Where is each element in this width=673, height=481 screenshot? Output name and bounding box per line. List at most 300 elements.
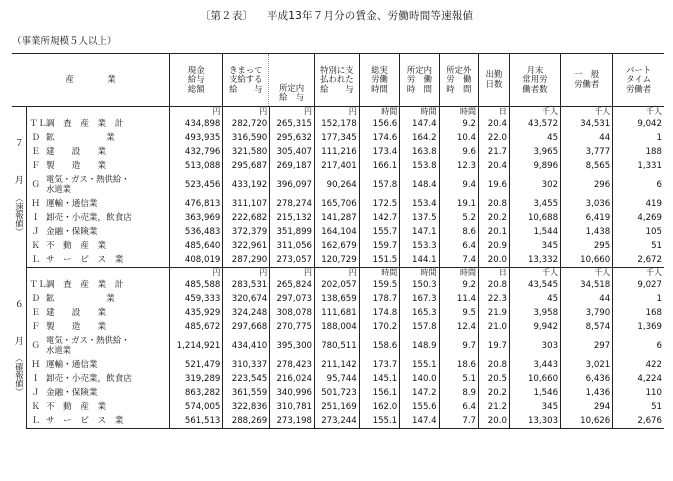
value-days: 21.2	[479, 400, 510, 414]
value-oh: 9.2	[439, 278, 478, 292]
header-total-hours	[359, 54, 399, 107]
unit-label: 時間	[400, 268, 439, 279]
value-sh: 147.1	[400, 225, 439, 239]
value-gen: 10,660	[561, 253, 613, 268]
industry-code: Ｄ	[31, 293, 40, 304]
header-line: 一 般	[574, 69, 600, 80]
unit-label: 時間	[400, 107, 439, 118]
value-gen: 295	[561, 239, 613, 253]
header-line: タイム	[626, 74, 652, 85]
value-days: 20.9	[479, 239, 510, 253]
value-days: 20.8	[479, 197, 510, 211]
value-special: 111,681	[315, 306, 360, 320]
value-days: 22.3	[479, 292, 510, 306]
value-special: 95,744	[315, 372, 360, 386]
value-th: 166.1	[359, 159, 399, 173]
value-sh: 155.1	[400, 358, 439, 372]
value-oh: 5.2	[439, 211, 478, 225]
table-row	[12, 306, 664, 320]
value-fixed: 283,531	[223, 278, 270, 292]
header-line: 総額	[187, 83, 205, 94]
header-line: 給 与	[279, 92, 305, 103]
value-oh: 7.7	[439, 414, 478, 429]
value-th: 159.5	[359, 278, 399, 292]
unit-label: 円	[315, 107, 360, 118]
header-line: 所定内	[406, 64, 432, 75]
month-suffix: 月	[14, 337, 24, 348]
value-total: 536,483	[170, 225, 223, 239]
value-sh: 165.3	[400, 306, 439, 320]
industry-code: Ｊ	[31, 387, 40, 398]
header-scheduled-hours	[400, 54, 439, 107]
month-cell	[12, 268, 27, 429]
value-fixed: 322,961	[223, 239, 270, 253]
header-industry: 産 業	[12, 54, 170, 107]
value-sched: 278,423	[270, 358, 315, 372]
header-line: 労働者	[626, 83, 652, 94]
value-fixed: 361,559	[223, 386, 270, 400]
value-total: 513,088	[170, 159, 223, 173]
value-fixed: 287,290	[223, 253, 270, 268]
value-part: 2,672	[613, 253, 664, 268]
value-gen: 3,036	[561, 197, 613, 211]
value-special: 165,706	[315, 197, 360, 211]
unit-row	[12, 107, 664, 118]
value-sh: 157.8	[400, 320, 439, 334]
value-days: 20.4	[479, 159, 510, 173]
value-sched: 395,300	[270, 334, 315, 358]
header-line: 日数	[485, 79, 503, 89]
industry-name-cell	[44, 278, 170, 292]
industry-code: Ｋ	[31, 401, 40, 412]
value-emp: 345	[509, 239, 560, 253]
value-emp: 10,660	[509, 372, 560, 386]
value-oh: 10.4	[439, 131, 478, 145]
header-line: 所定外	[446, 64, 472, 75]
header-line: 給 与	[320, 83, 354, 94]
table-row	[12, 400, 664, 414]
value-oh: 12.3	[439, 159, 478, 173]
industry-code: Ｉ	[31, 373, 40, 384]
industry-name-cell	[44, 400, 170, 414]
value-days: 20.8	[479, 358, 510, 372]
value-sh: 164.2	[400, 131, 439, 145]
industry-name: 金融・保険業	[45, 226, 98, 237]
value-gen: 8,574	[561, 320, 613, 334]
value-gen: 297	[561, 334, 613, 358]
industry-name-line2: 水道業	[45, 184, 72, 194]
month-number: ６	[14, 299, 24, 310]
unit-label: 円	[170, 107, 223, 118]
block-june	[12, 268, 664, 429]
industry-code: Ｅ	[31, 146, 40, 157]
value-sched: 297,073	[270, 292, 315, 306]
value-total: 561,513	[170, 414, 223, 429]
header-line: 所定内	[279, 82, 305, 93]
scope-note: （事業所規模５人以上）	[12, 36, 117, 47]
value-total: 363,969	[170, 211, 223, 225]
table-row	[12, 145, 664, 159]
value-oh: 6.4	[439, 239, 478, 253]
value-special: 120,729	[315, 253, 360, 268]
value-gen: 10,626	[561, 414, 613, 429]
value-oh: 8.6	[439, 225, 478, 239]
table-row	[12, 131, 664, 145]
industry-code: Ｉ	[31, 212, 40, 223]
industry-name: サ ー ビ ス 業	[45, 415, 124, 426]
industry-name: 建 設 業	[45, 146, 107, 157]
value-sched: 396,097	[270, 173, 315, 197]
value-sh: 155.6	[400, 400, 439, 414]
industry-code: Ｄ	[31, 132, 40, 143]
value-oh: 9.6	[439, 145, 478, 159]
industry-name: 不 動 産 業	[45, 240, 107, 251]
value-total: 319,289	[170, 372, 223, 386]
industry-name: 卸売・小売業，飲食店	[45, 212, 132, 223]
value-gen: 34,531	[561, 117, 613, 131]
table-label: 〔第２表〕	[199, 10, 254, 22]
value-th: 151.5	[359, 253, 399, 268]
value-emp: 3,965	[509, 145, 560, 159]
value-fixed: 288,269	[223, 414, 270, 429]
value-part: 188	[613, 145, 664, 159]
industry-name-line2: 水道業	[45, 345, 72, 355]
value-oh: 12.4	[439, 320, 478, 334]
value-sh: 167.3	[400, 292, 439, 306]
value-days: 20.1	[479, 225, 510, 239]
table-row	[12, 334, 664, 358]
value-total: 485,588	[170, 278, 223, 292]
value-part: 1	[613, 131, 664, 145]
wage-table	[12, 53, 664, 429]
value-sched: 308,078	[270, 306, 315, 320]
value-part: 51	[613, 239, 664, 253]
industry-name-cell	[44, 414, 170, 429]
value-oh: 9.7	[439, 334, 478, 358]
value-sched: 311,056	[270, 239, 315, 253]
value-special: 152,178	[315, 117, 360, 131]
value-th: 156.1	[359, 386, 399, 400]
value-days: 20.2	[479, 211, 510, 225]
industry-code: Ｈ	[31, 359, 40, 370]
value-emp: 45	[509, 292, 560, 306]
header-total-pay	[170, 54, 223, 107]
industry-name: 製 造 業	[45, 321, 107, 332]
value-gen: 296	[561, 173, 613, 197]
industry-name-cell	[44, 239, 170, 253]
unit-label: 千人	[509, 107, 560, 118]
header-line: 払われた	[320, 74, 354, 85]
value-part: 4,224	[613, 372, 664, 386]
value-special: 780,511	[315, 334, 360, 358]
header-line: 労働者	[574, 79, 600, 89]
industry-name: 運輸・通信業	[45, 198, 98, 209]
table-title	[0, 8, 673, 23]
unit-row	[12, 268, 664, 279]
value-gen: 294	[561, 400, 613, 414]
month-cell	[12, 107, 27, 268]
value-th: 173.4	[359, 145, 399, 159]
value-emp: 303	[509, 334, 560, 358]
table-row	[12, 372, 664, 386]
industry-name-cell	[44, 117, 170, 131]
table-row	[12, 358, 664, 372]
value-oh: 11.4	[439, 292, 478, 306]
value-fixed: 321,580	[223, 145, 270, 159]
value-part: 1,331	[613, 159, 664, 173]
table-row	[12, 292, 664, 306]
industry-code: Ｋ	[31, 240, 40, 251]
value-oh: 9.5	[439, 306, 478, 320]
value-emp: 43,572	[509, 117, 560, 131]
value-sched: 278,274	[270, 197, 315, 211]
industry-code: Ｌ	[27, 414, 44, 429]
header-line: 労 働	[406, 74, 432, 85]
value-emp: 9,896	[509, 159, 560, 173]
value-total: 408,019	[170, 253, 223, 268]
value-part: 419	[613, 197, 664, 211]
unit-label: 日	[479, 268, 510, 279]
value-oh: 9.4	[439, 173, 478, 197]
header-days	[479, 54, 510, 107]
value-part: 51	[613, 400, 664, 414]
industry-name: 不 動 産 業	[45, 401, 107, 412]
header-line: 特別に支	[320, 64, 354, 75]
value-special: 111,216	[315, 145, 360, 159]
value-emp: 13,332	[509, 253, 560, 268]
industry-code: Ｇ	[31, 340, 40, 351]
value-special: 251,169	[315, 400, 360, 414]
header-line: 給 与	[229, 83, 263, 94]
table-row	[12, 386, 664, 400]
value-th: 170.2	[359, 320, 399, 334]
value-days: 21.0	[479, 320, 510, 334]
header-row	[12, 54, 664, 107]
industry-code: Ｆ	[31, 321, 40, 332]
value-fixed: 222,682	[223, 211, 270, 225]
value-total: 1,214,921	[170, 334, 223, 358]
value-total: 435,929	[170, 306, 223, 320]
industry-name: 鉱 業	[45, 293, 115, 304]
value-gen: 44	[561, 292, 613, 306]
value-emp: 9,942	[509, 320, 560, 334]
unit-label: 円	[170, 268, 223, 279]
value-sched: 215,132	[270, 211, 315, 225]
header-line: 時 間	[446, 83, 472, 94]
value-gen: 3,777	[561, 145, 613, 159]
header-line: 労働	[371, 74, 388, 85]
value-sh: 140.0	[400, 372, 439, 386]
value-gen: 3,790	[561, 306, 613, 320]
value-total: 863,282	[170, 386, 223, 400]
unit-label: 千人	[561, 268, 613, 279]
value-th: 178.7	[359, 292, 399, 306]
industry-name: 製 造 業	[45, 160, 107, 171]
table-row	[12, 239, 664, 253]
table-row	[12, 225, 664, 239]
industry-name-cell	[44, 253, 170, 268]
value-part: 1,369	[613, 320, 664, 334]
value-total: 493,935	[170, 131, 223, 145]
value-fixed: 433,192	[223, 173, 270, 197]
value-days: 19.7	[479, 334, 510, 358]
value-sh: 148.9	[400, 334, 439, 358]
value-gen: 1,436	[561, 386, 613, 400]
value-days: 20.0	[479, 414, 510, 429]
value-special: 141,287	[315, 211, 360, 225]
unit-label: 千人	[613, 268, 664, 279]
unit-label: 時間	[359, 268, 399, 279]
header-line: 出勤	[485, 69, 503, 80]
value-gen: 34,518	[561, 278, 613, 292]
industry-name-cell	[44, 225, 170, 239]
value-sh: 148.4	[400, 173, 439, 197]
value-part: 2,676	[613, 414, 664, 429]
industry-name-cell	[44, 131, 170, 145]
value-emp: 1,544	[509, 225, 560, 239]
industry-name: 建 設 業	[45, 307, 107, 318]
unit-label: 円	[270, 268, 315, 279]
table-row	[12, 414, 664, 429]
value-days: 20.4	[479, 117, 510, 131]
month-number: ７	[14, 139, 24, 150]
industry-code: Ｇ	[31, 179, 40, 190]
value-oh: 5.1	[439, 372, 478, 386]
industry-name-cell	[44, 386, 170, 400]
value-emp: 3,455	[509, 197, 560, 211]
unit-label: 円	[315, 268, 360, 279]
value-sched: 310,781	[270, 400, 315, 414]
value-fixed: 311,107	[223, 197, 270, 211]
value-special: 177,345	[315, 131, 360, 145]
header-special-pay	[315, 54, 360, 107]
industry-name-cell	[44, 292, 170, 306]
value-special: 90,264	[315, 173, 360, 197]
industry-name: 卸売・小売業，飲食店	[45, 373, 132, 384]
industry-name: 電気・ガス・熱供給・	[45, 335, 130, 346]
table-row	[12, 278, 664, 292]
unit-label: 円	[223, 107, 270, 118]
value-th: 155.7	[359, 225, 399, 239]
value-special: 162,679	[315, 239, 360, 253]
header-scheduled-pay	[268, 54, 314, 106]
value-days: 19.6	[479, 173, 510, 197]
value-total: 476,813	[170, 197, 223, 211]
value-gen: 1,438	[561, 225, 613, 239]
industry-name-cell	[44, 320, 170, 334]
value-fixed: 223,545	[223, 372, 270, 386]
value-th: 172.5	[359, 197, 399, 211]
value-part: 9,042	[613, 117, 664, 131]
industry-name-cell	[44, 197, 170, 211]
status-label: （確報値）	[14, 354, 25, 397]
value-oh: 19.1	[439, 197, 478, 211]
value-sh: 153.3	[400, 239, 439, 253]
header-line: 総実	[371, 64, 388, 75]
value-emp: 345	[509, 400, 560, 414]
value-sh: 163.8	[400, 145, 439, 159]
header-line: 働者数	[522, 83, 548, 94]
value-days: 20.8	[479, 278, 510, 292]
value-part: 105	[613, 225, 664, 239]
value-sched: 351,899	[270, 225, 315, 239]
value-th: 156.6	[359, 117, 399, 131]
value-sh: 147.4	[400, 117, 439, 131]
value-gen: 6,419	[561, 211, 613, 225]
industry-name: サ ー ビ ス 業	[45, 254, 124, 265]
value-part: 9,027	[613, 278, 664, 292]
unit-label: 千人	[509, 268, 560, 279]
industry-name-cell	[44, 145, 170, 159]
table-title-text: 平成13年７月分の賃金、労働時間等速報値	[266, 10, 474, 22]
value-sh: 153.8	[400, 159, 439, 173]
value-fixed: 295,687	[223, 159, 270, 173]
industry-name: 鉱 業	[45, 132, 115, 143]
header-general	[561, 54, 613, 107]
industry-code: Ｅ	[31, 307, 40, 318]
month-suffix: 月	[14, 176, 24, 187]
header-line: 支給する	[229, 74, 263, 85]
value-sched: 269,187	[270, 159, 315, 173]
value-special: 202,057	[315, 278, 360, 292]
unit-label: 円	[270, 107, 315, 118]
value-days: 21.9	[479, 306, 510, 320]
header-line: 月末	[526, 64, 544, 75]
industry-name-cell	[44, 334, 170, 358]
industry-name-cell	[44, 358, 170, 372]
value-sched: 305,407	[270, 145, 315, 159]
industry-name-cell	[44, 306, 170, 320]
value-sched: 270,775	[270, 320, 315, 334]
value-days: 22.0	[479, 131, 510, 145]
header-parttime	[613, 54, 664, 107]
value-sh: 147.2	[400, 386, 439, 400]
value-sh: 137.5	[400, 211, 439, 225]
value-fixed: 310,337	[223, 358, 270, 372]
value-part: 6	[613, 173, 664, 197]
value-special: 188,004	[315, 320, 360, 334]
value-emp: 45	[509, 131, 560, 145]
table-row	[12, 253, 664, 268]
value-fixed: 316,590	[223, 131, 270, 145]
block-july	[12, 107, 664, 268]
value-th: 174.8	[359, 306, 399, 320]
table-row	[12, 173, 664, 197]
value-oh: 6.4	[439, 400, 478, 414]
industry-name-cell	[44, 211, 170, 225]
value-oh: 7.4	[439, 253, 478, 268]
value-part: 4,269	[613, 211, 664, 225]
value-fixed: 324,248	[223, 306, 270, 320]
value-fixed: 434,410	[223, 334, 270, 358]
value-fixed: 322,836	[223, 400, 270, 414]
value-total: 485,672	[170, 320, 223, 334]
value-fixed: 297,668	[223, 320, 270, 334]
header-line: 現金	[187, 64, 205, 75]
value-days: 20.5	[479, 372, 510, 386]
value-th: 145.1	[359, 372, 399, 386]
value-emp: 10,688	[509, 211, 560, 225]
value-sched: 216,024	[270, 372, 315, 386]
value-th: 159.7	[359, 239, 399, 253]
value-total: 523,456	[170, 173, 223, 197]
header-line: 時 間	[406, 83, 432, 94]
table-row	[12, 211, 664, 225]
header-fixed-pay	[223, 54, 315, 107]
unit-label: 時間	[439, 107, 478, 118]
value-emp: 43,545	[509, 278, 560, 292]
table-row	[12, 159, 664, 173]
